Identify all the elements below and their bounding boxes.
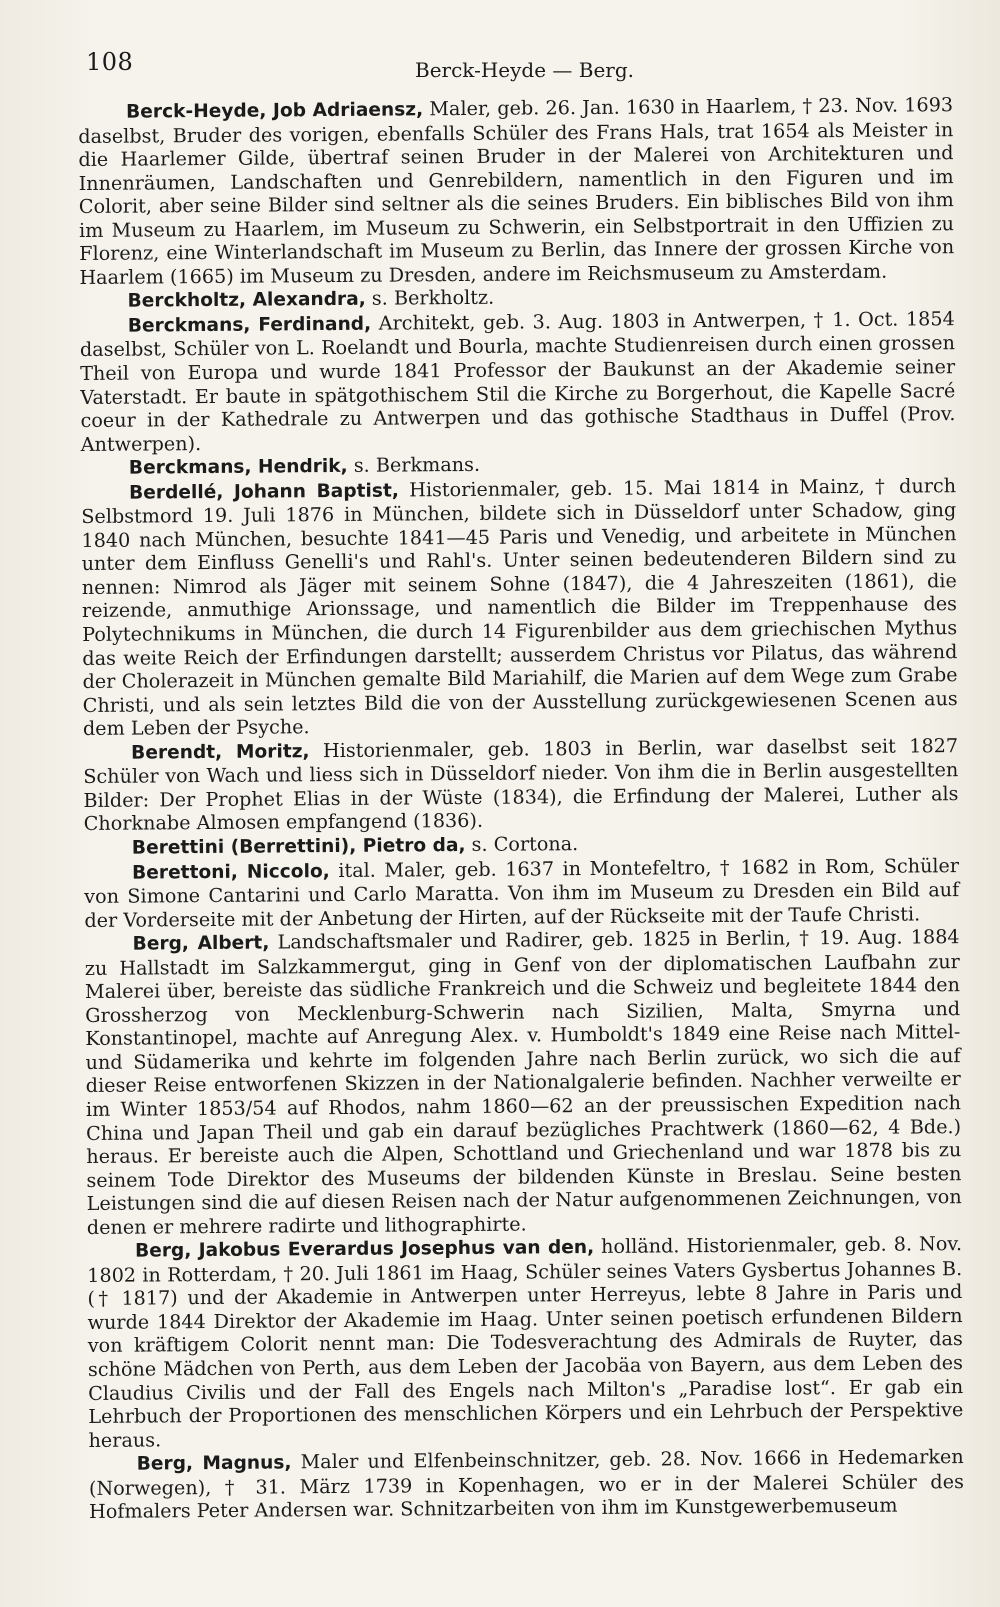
entry-headword: Berettini (Berrettini), Pietro da,: [131, 834, 466, 859]
dictionary-entries: [78, 93, 964, 1524]
entry-berg-magnus: [89, 1445, 965, 1524]
entry-text: ital. Maler, geb. 1637 in Montefeltro, † 1682 in Rom, Schüler von Simone Cantarini und Carlo Maratta. Von ihm im Museum zu Dresden ein Bild auf der Vorderseite mit der Anbetung der Hirten, auf der Rückseite mit der Taufe Christi.: [84, 853, 960, 932]
entry-text: Historienmaler, geb. 1803 in Berlin, war daselbst seit 1827 Schüler von Wach und liess sich in Düsseldorf nieder. Von ihm die in Berlin ausgestellten Bilder: Der Prophet Elias in der Wüste (1834), die Erfindung der Malerei, Luther als Chorknabe Almosen empfangend (1836).: [83, 733, 959, 836]
entry-headword: Berg, Albert,: [132, 932, 270, 955]
entry-text: holländ. Historienmaler, geb. 8. Nov. 1802 in Rotterdam, † 20. Juli 1861 im Haag, Schüler seines Vaters Gysbertus Johannes B. († 1817) und der Akademie in Antwerpen unter Herreyus, lebte 8 Jahre in Paris und wurde 1844 Direktor der Akademie im Haag. Unter seinen poetisch erfundenen Bildern von kräftigem Colorit nennt man: Die Todesverachtung des Admirals de Ruyter, das schöne Mädchen von Perth, aus dem Leben der Jacobäa von Bayern, aus dem Leben des Claudius Civilis und der Fall des Engels nach Milton's „Paradise lost“. Er gab ein Lehrbuch der Proportionen des menschlichen Körpers und ein Lehrbuch der Perspektive heraus.: [87, 1232, 964, 1452]
entry-headword: Berettoni, Niccolo,: [131, 860, 330, 884]
entry-berg-jakobus: [87, 1232, 964, 1452]
entry-berck-heyde: [78, 93, 954, 289]
entry-headword: Berckmans, Hendrik,: [128, 456, 348, 479]
running-head: Berck-Heyde — Berg.: [415, 58, 635, 82]
entry-headword: Berendt, Moritz,: [131, 740, 310, 764]
entry-berendt: [83, 734, 959, 836]
entry-text: Historienmaler, geb. 15. Mai 1814 in Mainz, † durch Selbstmord 19. Juli 1876 in München, bildete sich in Düsseldorf unter Schadow, ging 1840 nach München, besuchte 1841—45 Paris und Venedig, und arbeitete in München unter dem Einfluss Genelli's und Rahl's. Unter seinen bedeutenderen Bildern sind zu nennen: Nimrod als Jäger mit seinem Sohne (1847), die 4 Jahreszeiten (1861), die reizende, anmuthige Arionssage, und namentlich die Bilder im Treppenhause des Polytechnikums in München, die durch 14 Figurenbilder aus dem griechischen Mythus das weite Reich der Erfindungen darstellt; ausserdem Christus vor Pilatus, das während der Cholerazeit in München gemalte Bild Mariahilf, die Marien auf dem Wege zum Grabe Christi, und als sein letztes Bild die von der Ausstellung zurückgewiesenen Scenen aus dem Leben der Psyche.: [81, 473, 958, 741]
entry-headword: Berck-Heyde, Job Adriaensz,: [126, 99, 424, 123]
entry-text: Maler, geb. 26. Jan. 1630 in Haarlem, † 23. Nov. 1693 daselbst, Bruder des vorigen, ebenfalls Schüler des Frans Hals, trat 1654 als Meister in die Haarlemer Gilde, übertraf seinen Bruder in der Malerei von Architekturen und Innenräumen, Landschaften und Genrebildern, namentlich in den Figuren und im Colorit, aber seine Bilder sind seltner als die seines Bruders. Ein biblisches Bild von ihm im Museum zu Haarlem, im Museum zu Schwerin, ein Selbstportrait in den Uffizien zu Florenz, eine Winterlandschaft im Museum zu Berlin, das Innere der grossen Kirche von Haarlem (1665) im Museum zu Dresden, andere im Reichsmuseum zu Amsterdam.: [78, 93, 955, 289]
entry-text: Landschaftsmaler und Radirer, geb. 1825 in Berlin, † 19. Aug. 1884 zu Hallstadt im Salzkammergut, ging in Genf von der diplomatischen Laufbahn zur Malerei über, bereiste das südliche Frankreich und die Schweiz und begleitete 1844 den Grossherzog von Mecklenburg-Schwerin nach Sizilien, Malta, Smyrna und Konstantinopel, machte auf Anregung Alex. v. Humboldt's 1849 eine Reise nach Mittel- und Südamerika und kehrte im folgenden Jahre nach Berlin zurück, wo sich die auf dieser Reise entworfenen Skizzen in der Nationalgalerie befinden. Nachher verweilte er im Winter 1853/54 auf Rhodos, nahm 1860—62 an der preussischen Expedition nach China und Japan Theil und gab ein darauf bezügliches Prachtwerk (1860—62, 4 Bde.) heraus. Er bereiste auch die Alpen, Schottland und Griechenland und war 1878 bis zu seinem Tode Direktor des Museums der bildenden Künste in Breslau. Seine besten Leistungen sind die auf diesen Reisen nach der Natur aufgenommenen Zeichnungen, von denen er mehrere radirte und lithographirte.: [84, 925, 962, 1239]
entry-text: s. Berkmans.: [347, 453, 481, 478]
entry-text: Maler und Elfenbeinschnitzer, geb. 28. Nov. 1666 in Hedemarken (Norwegen), † 31. März 1739 in Kopenhagen, wo er in der Malerei Schüler des Hofmalers Peter Andersen war. Schnitzarbeiten von ihm im Kunstgewerbemuseum: [88, 1445, 964, 1524]
entry-berckmans-ferdinand: [80, 307, 956, 456]
entry-headword: Berdellé, Johann Baptist,: [129, 480, 399, 504]
entry-berdelle: [81, 474, 958, 741]
entry-berettoni: [84, 854, 960, 933]
entry-text: s. Cortona.: [465, 832, 579, 856]
entry-headword: Berckmans, Ferdinand,: [127, 313, 372, 337]
entry-headword: Berg, Jakobus Everardus Josephus van den,: [134, 1237, 595, 1262]
entry-text: Architekt, geb. 3. Aug. 1803 in Antwerpen, † 1. Oct. 1854 daselbst, Schüler von L. Roelandt und Bourla, machte Studienreisen durch einen grossen Theil von Europa und wurde 1841 Professor der Baukunst an der Akademie seiner Vaterstadt. Er baute in spätgothischem Stil die Kirche zu Borgerhout, die Kapelle Sacré coeur in der Kathedrale zu Antwerpen und das gothische Stadthaus in Duffel (Prov. Antwerpen).: [79, 307, 956, 456]
page-number: 108: [86, 48, 134, 76]
entry-headword: Berckholtz, Alexandra,: [127, 289, 366, 312]
entry-text: s. Berkholtz.: [365, 286, 495, 311]
entry-berg-albert: [85, 925, 962, 1239]
entry-headword: Berg, Magnus,: [136, 1452, 292, 1475]
